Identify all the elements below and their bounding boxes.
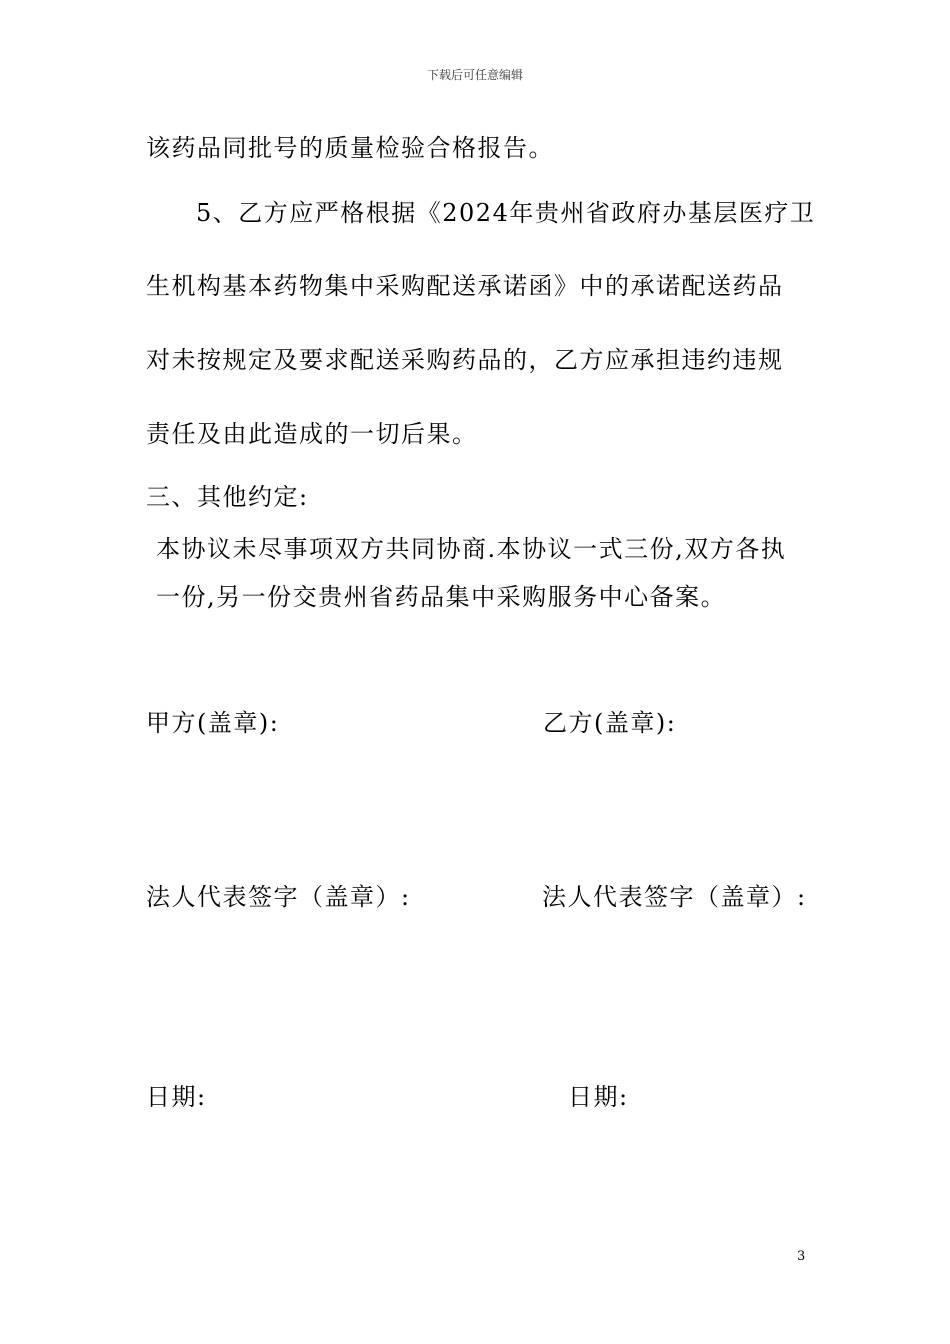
party-a-seal-label: 甲方(盖章): [146, 709, 280, 737]
party-b-seal-label: 乙方(盖章): [543, 709, 677, 737]
body-line-3: 生机构基本药物集中采购配送承诺函》中的承诺配送药品 [146, 272, 784, 300]
body-line-5: 责任及由此造成的一切后果。 [146, 420, 478, 448]
body-line-2: 5、乙方应严格根据《2024年贵州省政府办基层医疗卫 [196, 199, 816, 227]
section-heading-other-terms: 三、其他约定: [146, 483, 309, 511]
page-header: 下载后可任意编辑 [426, 68, 523, 82]
party-b-representative-label: 法人代表签字（盖章）: [542, 883, 807, 911]
body-line-7: 本协议未尽事项双方共同协商.本协议一式三份,双方各执 [156, 535, 787, 563]
body-line-8: 一份,另一份交贵州省药品集中采购服务中心备案。 [156, 583, 727, 611]
page-number: 3 [797, 1249, 806, 1264]
body-line-1: 该药品同批号的质量检验合格报告。 [146, 134, 554, 162]
body-line-4: 对未按规定及要求配送采购药品的，乙方应承担违约违规 [146, 346, 784, 374]
party-a-date-label: 日期: [146, 1083, 207, 1111]
party-b-date-label: 日期: [568, 1083, 629, 1111]
party-a-representative-label: 法人代表签字（盖章）: [146, 883, 411, 911]
